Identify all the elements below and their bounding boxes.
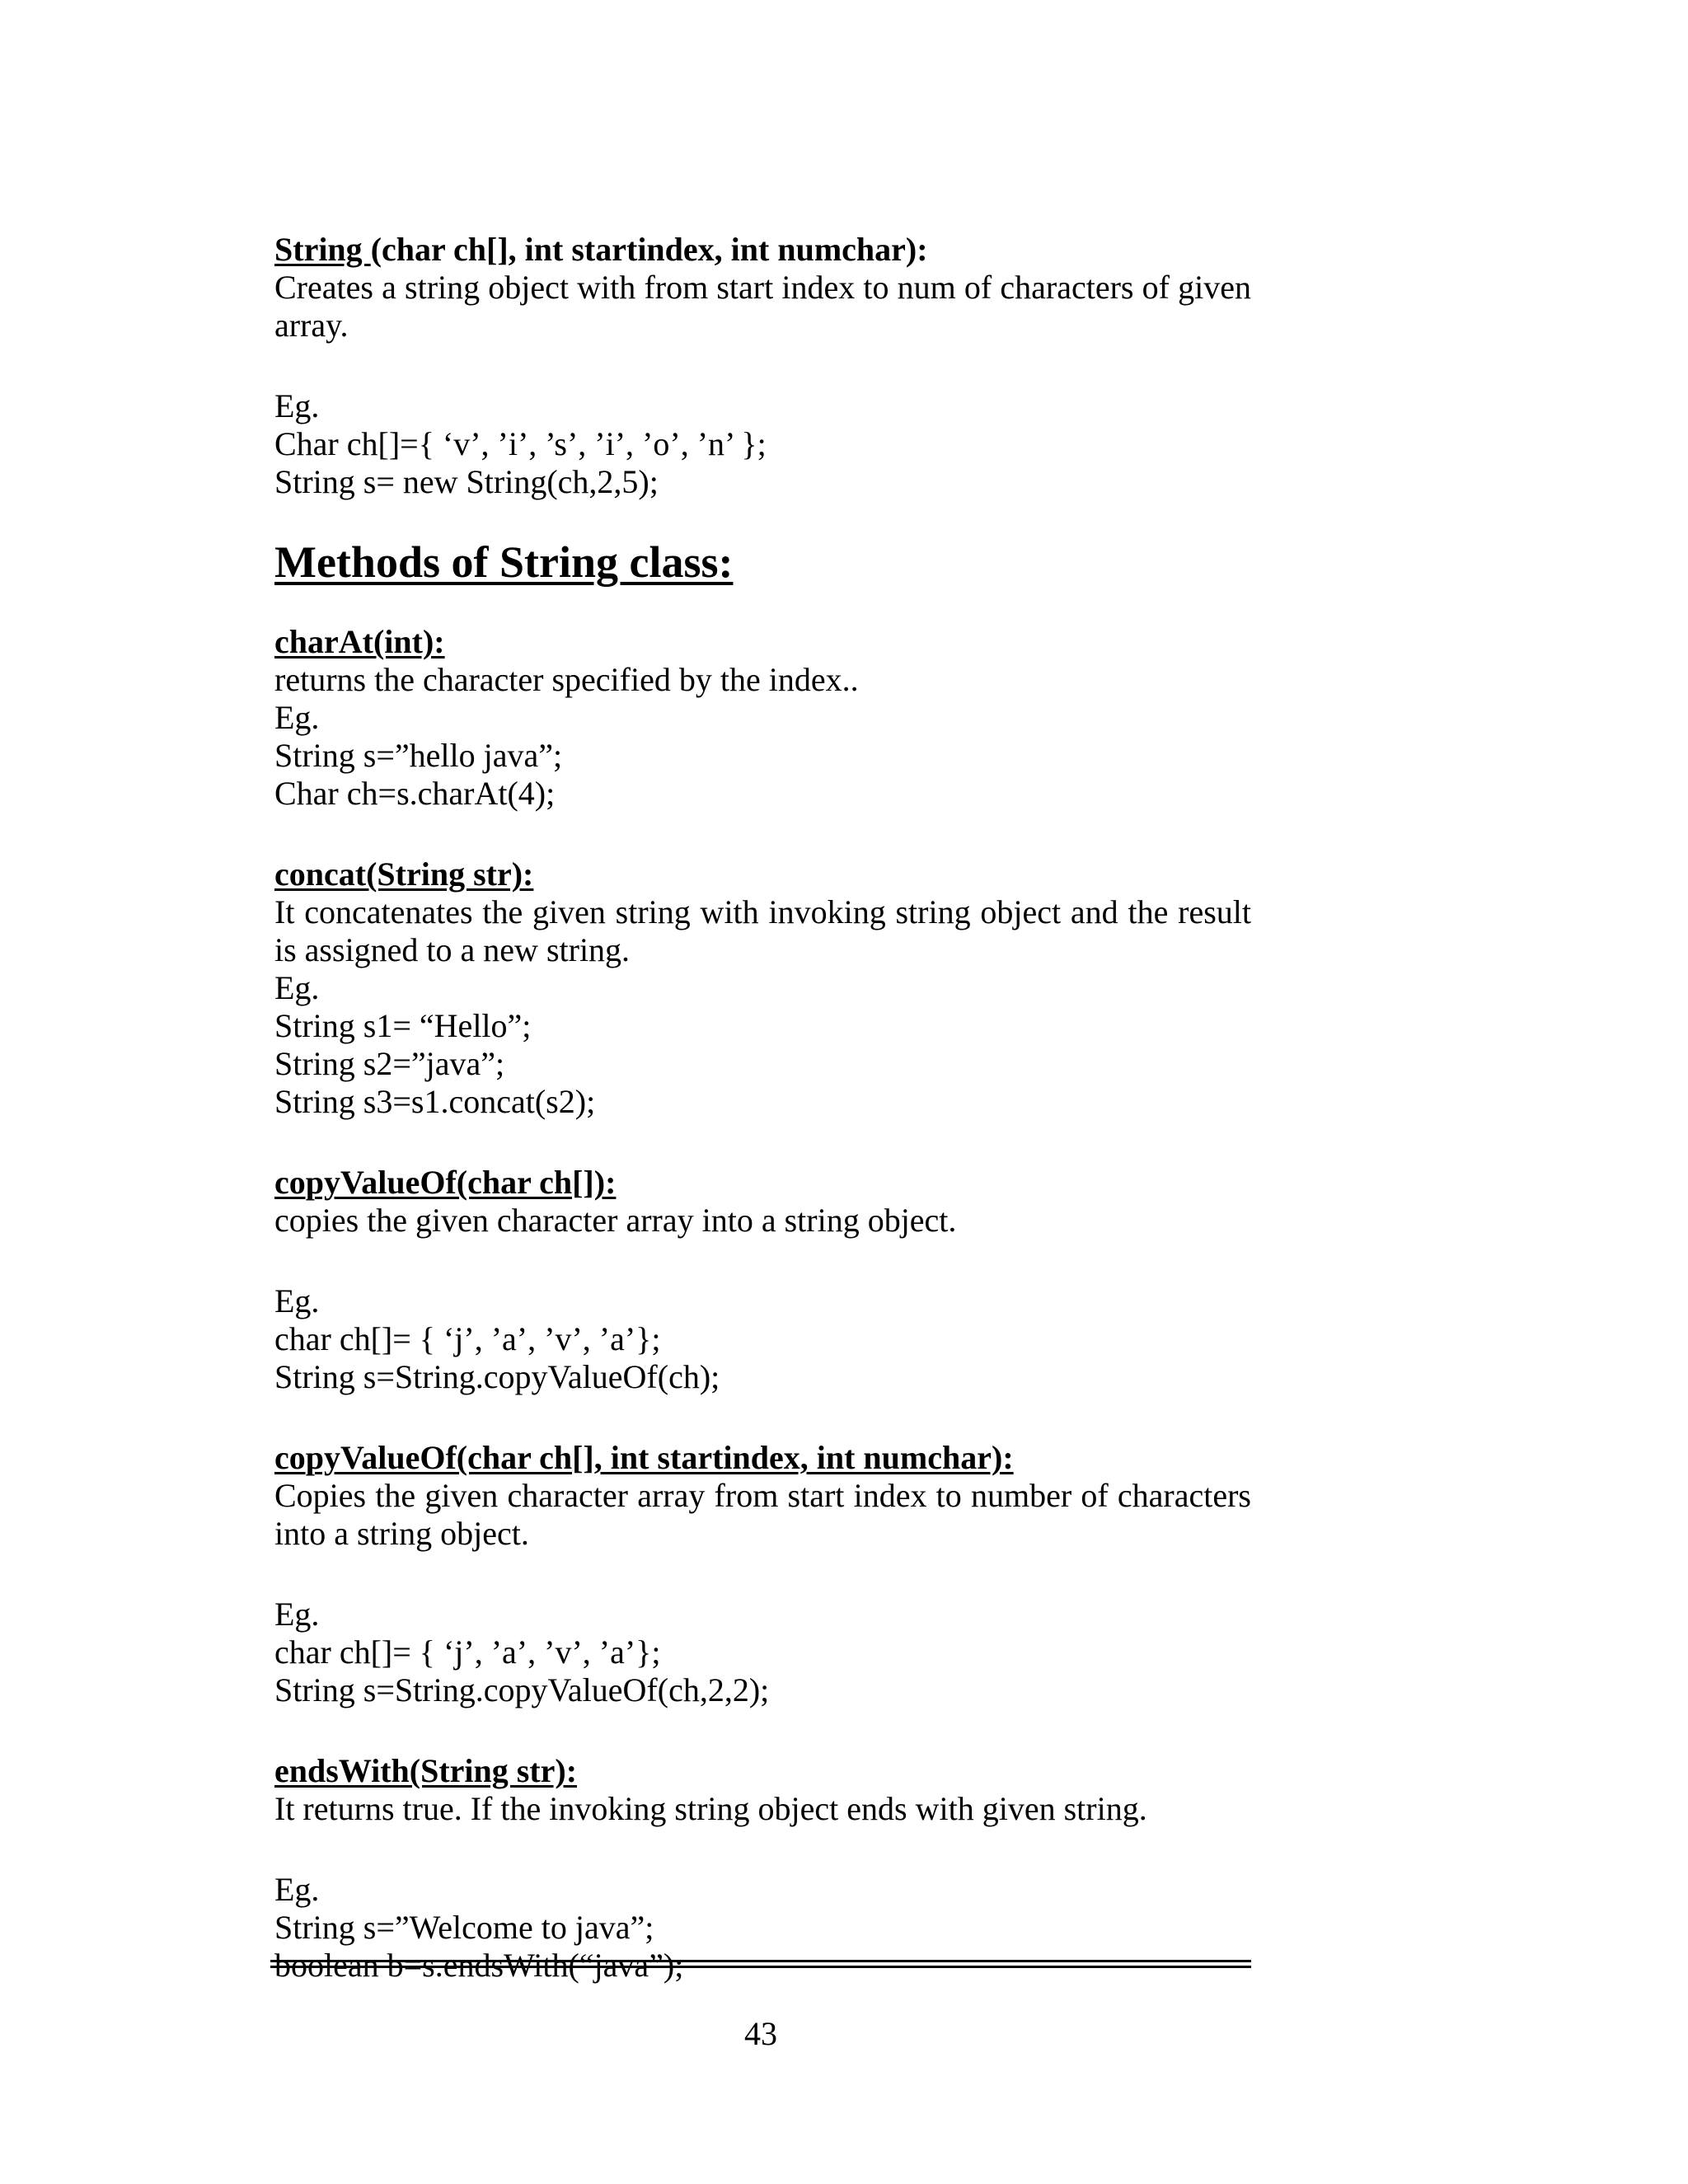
method-description: It returns true. If the invoking string object ends with given string. [274,1790,1147,1827]
method-concat [274,855,1251,1121]
constructor-heading-params: (char ch[], int startindex, int numchar): [370,231,928,268]
constructor-section [274,231,1251,501]
code-line: Char ch=s.charAt(4); [274,775,556,812]
method-signature: copyValueOf(char ch[], int startindex, int numchar): [274,1439,1014,1476]
code-line: String s2=”java”; [274,1045,505,1082]
method-copyvalueof-range [274,1439,1251,1709]
method-description: copies the given character array into a string object. [274,1202,957,1239]
code-line: String s3=s1.concat(s2); [274,1083,596,1120]
method-description: Copies the given character array from start index to number of characters into a string object. [274,1477,1251,1552]
example-label: Eg. [274,1871,320,1908]
code-line: String s1= “Hello”; [274,1007,532,1044]
constructor-description: Creates a string object with from start index to num of characters of given array. [274,269,1251,344]
method-signature: concat(String str): [274,855,534,893]
code-line: boolean b=s.endsWith(“java”); [274,1947,684,1984]
code-line: String s=”Welcome to java”; [274,1909,654,1946]
method-description: It concatenates the given string with invoking string object and the result is assigned to a new string. [274,893,1251,968]
code-line: String s= new String(ch,2,5); [274,463,659,500]
method-signature: endsWith(String str): [274,1752,578,1789]
code-line: Char ch[]={ ‘v’, ’i’, ’s’, ’i’, ’o’, ’n’ }; [274,425,767,462]
code-line: String s=String.copyValueOf(ch); [274,1358,720,1395]
page-number: 43 [744,2015,777,2052]
code-line: char ch[]= { ‘j’, ’a’, ’v’, ’a’}; [274,1320,661,1357]
page-content [274,231,1251,1985]
methods-heading: Methods of String class: [274,537,734,587]
example-label: Eg. [274,969,320,1006]
footer-rule-bottom [270,1966,1251,1968]
method-description: returns the character specified by the index.. [274,661,859,698]
code-line: String s=”hello java”; [274,737,563,774]
code-line: char ch[]= { ‘j’, ’a’, ’v’, ’a’}; [274,1633,661,1671]
constructor-heading [274,231,1251,269]
method-signature: copyValueOf(char ch[]): [274,1164,617,1201]
example-label: Eg. [274,1596,320,1633]
method-endswith [274,1752,1251,1985]
footer-rule-top [270,1960,1251,1962]
example-label: Eg. [274,1282,320,1319]
method-signature: charAt(int): [274,623,445,660]
code-line: String s=String.copyValueOf(ch,2,2); [274,1671,770,1708]
constructor-heading-name: String [274,231,371,268]
constructor-example-label: Eg. [274,387,320,424]
method-charat [274,623,1251,813]
method-copyvalueof [274,1164,1251,1396]
example-label: Eg. [274,699,320,736]
